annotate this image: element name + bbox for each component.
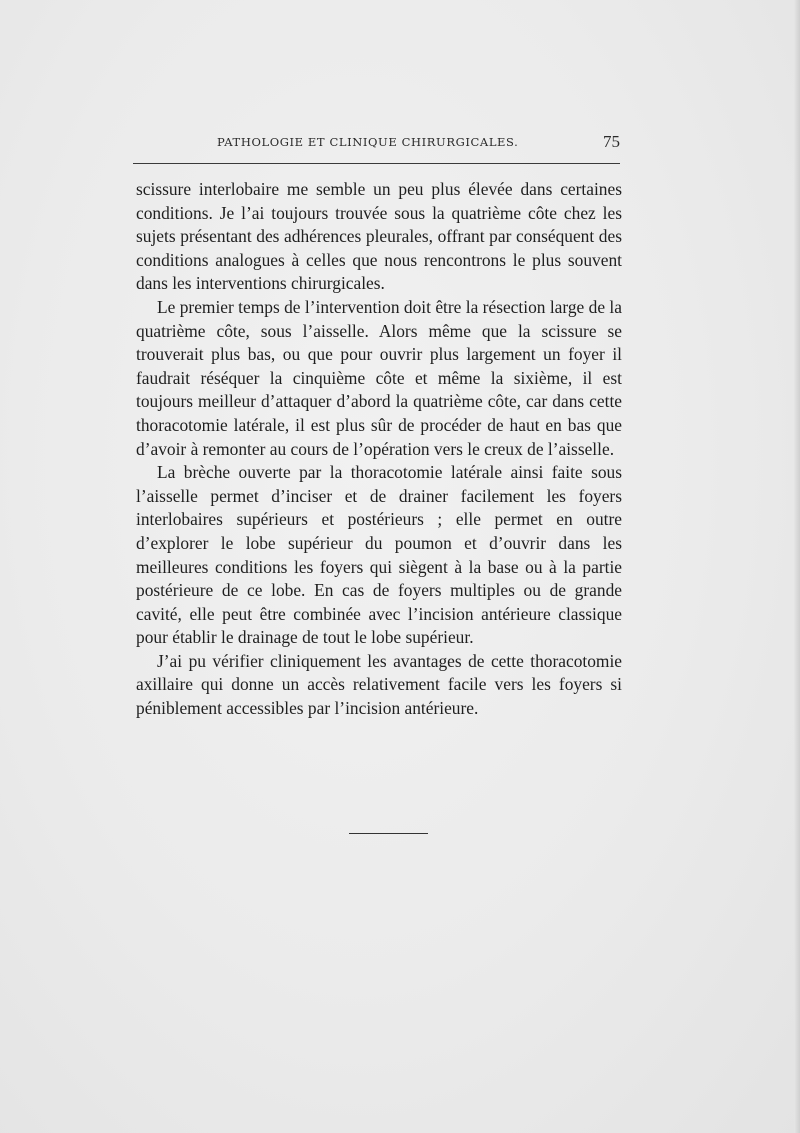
page-number: 75 (603, 132, 620, 151)
running-head (133, 132, 623, 156)
running-title: PATHOLOGIE ET CLINIQUE CHIRURGICALES. (217, 135, 519, 149)
header-rule (133, 163, 620, 164)
paragraph-breche: La brèche ouverte par la thoracotomie latérale ainsi faite sous l’aisselle permet d’inciser et de drainer facilement les foyers interlobaires supérieurs et postérieurs ; elle permet en outre d’explorer le lobe supérieur du poumon et d’ouvrir dans les meilleures conditions les foyers qui siègent à la base ou à la partie postérieure de ce lobe. En cas de foyers multiples ou de grande cavité, elle peut être combinée avec l’incision antérieure classique pour établir le drainage de tout le lobe supérieur. (136, 462, 622, 648)
paragraph-continuation: scissure interlobaire me semble un peu plus élevée dans certaines conditions. Je l’ai toujours trouvée sous la quatrième côte chez les sujets présentant des adhérences pleurales, offrant par conséquent des conditions analogues à celles que nous rencontrons le plus souvent dans les interventions chirurgicales. (136, 179, 622, 294)
body-text (136, 178, 622, 721)
page-edge (794, 0, 800, 1133)
end-rule (349, 833, 428, 834)
paragraph-verification: J’ai pu vérifier cliniquement les avantages de cette thoracotomie axillaire qui donne un accès relativement facile vers les foyers si péniblement accessibles par l’incision antérieure. (136, 650, 622, 719)
paragraph-resection: Le premier temps de l’intervention doit être la résection large de la quatrième côte, sous l’aisselle. Alors même que la scissure se trouverait plus bas, ou que pour ouvrir plus largement un foyer il faudrait réséquer la cinquième côte et même la sixième, il est toujours meilleur d’attaquer d’abord la quatrième côte, car dans cette thoracotomie latérale, il est plus sûr de procéder de haut en bas que d’avoir à remonter au cours de l’opération vers le creux de l’aisselle. (136, 296, 622, 459)
